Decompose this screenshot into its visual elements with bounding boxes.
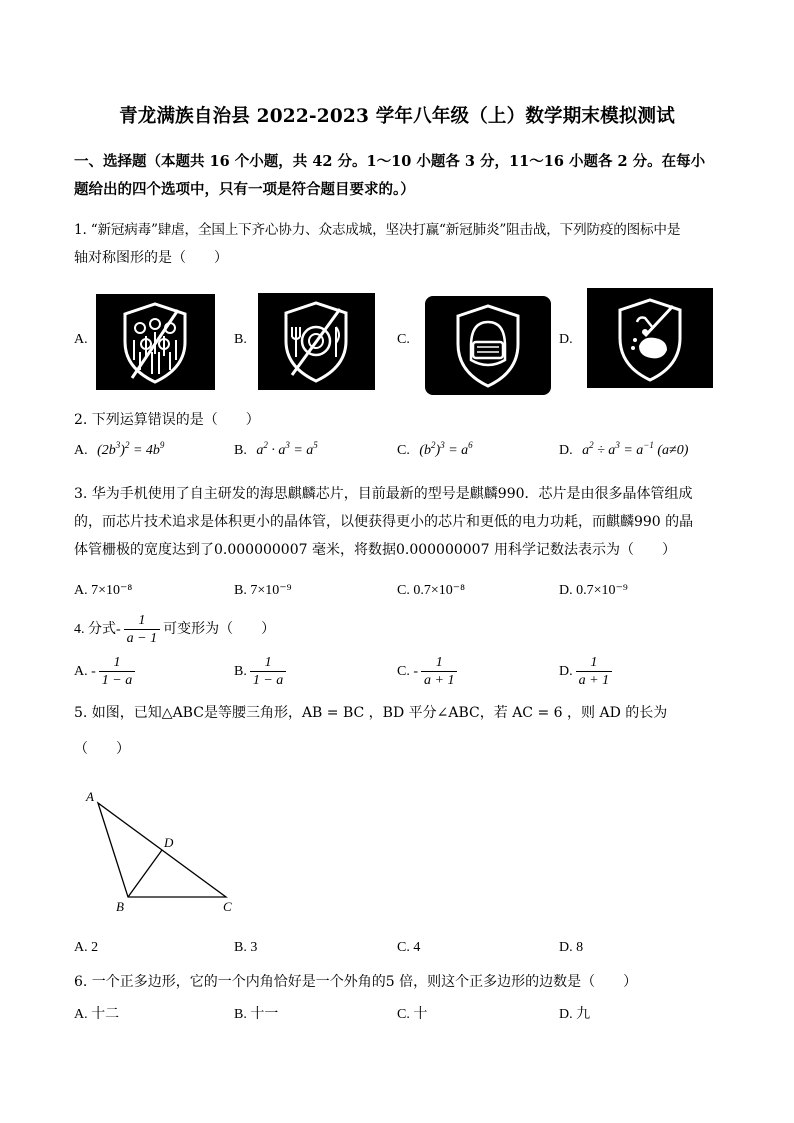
page-title: 青龙满族自治县 2022-2023 学年八年级（上）数学期末模拟测试 [119, 106, 675, 127]
q3-option-b: B. 7×10⁻⁹ [234, 583, 292, 598]
question-2-stem: 2. 下列运算错误的是（ ） [74, 412, 260, 428]
question-5-line2: （ ） [74, 741, 130, 757]
section-heading [74, 148, 734, 204]
mask-shield-icon [425, 296, 551, 395]
q6-option-b: B. 十一 [234, 1007, 279, 1022]
q5-option-a: A. 2 [74, 940, 99, 955]
q2-option-d: D. $a^2 \div a^3 = a^{-1}$ (a≠0) [559, 440, 689, 458]
q4-stem-pre: 4. 分式- [74, 622, 121, 638]
question-3-line3: 体管栅极的宽度达到了0.000000007 毫米，将数据0.000000007 用科学记数法表示为（ ） [74, 542, 676, 558]
q6-option-a: A. 十二 [74, 1007, 120, 1022]
q4-option-a-label: A. - [74, 664, 96, 680]
q2-option-b-label: B. [234, 443, 247, 458]
q4-option-d [559, 655, 615, 689]
question-1-line2: 轴对称图形的是（ ） [74, 250, 228, 266]
q5-option-c: C. 4 [397, 940, 421, 955]
q3-option-d: D. 0.7×10⁻⁹ [559, 583, 628, 598]
section-heading-line1: 一、选择题（本题共 16 个小题，共 42 分。1～10 小题各 3 分，11～16 小题各 2 分。在每小 [74, 153, 706, 170]
question-3-line1: 3. 华为手机使用了自主研发的海思麒麟芯片，目前最新的型号是麒麟990．芯片是由很多晶体管组成 [74, 486, 693, 502]
q4-option-a-num: 1 [113, 655, 121, 670]
q4-option-b-den: 1 − a [250, 671, 286, 689]
q6-option-d: D. 九 [559, 1007, 591, 1022]
q1-option-a-label: A. [74, 332, 88, 347]
q4-option-d-den: a + 1 [576, 671, 612, 689]
point-label-c: C [223, 899, 232, 914]
question-5-line1: 5. 如图，已知△ABC是等腰三角形，AB = BC ，BD 平分∠ABC，若 AC = 6 ，则 AD 的长为 [74, 705, 668, 721]
point-label-d: D [164, 835, 174, 850]
q1-option-c-label: C. [397, 332, 410, 347]
q4-option-b-num: 1 [264, 655, 272, 670]
handwash-shield-icon [587, 288, 713, 388]
question-6-stem: 6. 一个正多边形，它的一个内角恰好是一个外角的5 倍，则这个正多边形的边数是（ ） [74, 974, 638, 990]
q4-option-c-den: a + 1 [421, 671, 457, 689]
q1-option-b-label: B. [234, 332, 247, 347]
q4-option-d-num: 1 [590, 655, 598, 670]
q2-option-d-label: D. [559, 443, 573, 458]
question-4-stem [74, 613, 275, 647]
q4-option-c-label: C. - [397, 664, 418, 680]
no-dining-shield-icon [258, 293, 375, 390]
crowd-shield-icon [96, 294, 215, 390]
question-3-line2: 的，而芯片技术追求是体积更小的晶体管，以便获得更小的芯片和更低的电力功耗，而麒麟990 的晶 [74, 514, 694, 530]
q4-stem-post: 可变形为（ ） [163, 622, 276, 638]
q4-option-d-label: D. [559, 664, 573, 680]
question-1-line1: 1. “新冠病毒”肆虐，全国上下齐心协力、众志成城，坚决打赢“新冠肺炎”阻击战，下列防疫的图标中是 [74, 222, 681, 238]
q1-option-d-label: D. [559, 332, 573, 347]
q2-option-c: C. $(b^2)^3 = a^6$ [397, 440, 473, 458]
question-1-stem [74, 216, 734, 272]
q4-option-c [397, 655, 460, 689]
q5-option-b: B. 3 [234, 940, 258, 955]
q4-option-b [234, 655, 289, 689]
q6-option-c: C. 十 [397, 1007, 428, 1022]
point-label-a: A [86, 789, 94, 804]
q4-option-c-num: 1 [435, 655, 443, 670]
triangle-figure [80, 785, 250, 915]
question-5-stem [74, 699, 734, 763]
question-3-stem [74, 480, 734, 564]
q2-option-b: B. $a^2 \cdot a^3 = a^5$ [234, 440, 318, 458]
q4-stem-num: 1 [138, 613, 146, 628]
q5-option-d: D. 8 [559, 940, 584, 955]
q4-option-a-den: 1 − a [99, 671, 135, 689]
q2-option-a-label: A. [74, 443, 88, 458]
q4-stem-den: a − 1 [124, 629, 160, 647]
section-heading-line2: 题给出的四个选项中，只有一项是符合题目要求的。） [74, 181, 415, 198]
q3-option-a: A. 7×10⁻⁸ [74, 583, 133, 598]
q4-option-a [74, 655, 138, 689]
q4-stem-fraction [124, 613, 160, 647]
q2-option-a: A. $(2b^3)^2 = 4b^9$ [74, 440, 165, 458]
q4-option-b-label: B. [234, 664, 247, 680]
point-label-b: B [116, 899, 124, 914]
q2-option-c-label: C. [397, 443, 410, 458]
q3-option-c: C. 0.7×10⁻⁸ [397, 583, 466, 598]
